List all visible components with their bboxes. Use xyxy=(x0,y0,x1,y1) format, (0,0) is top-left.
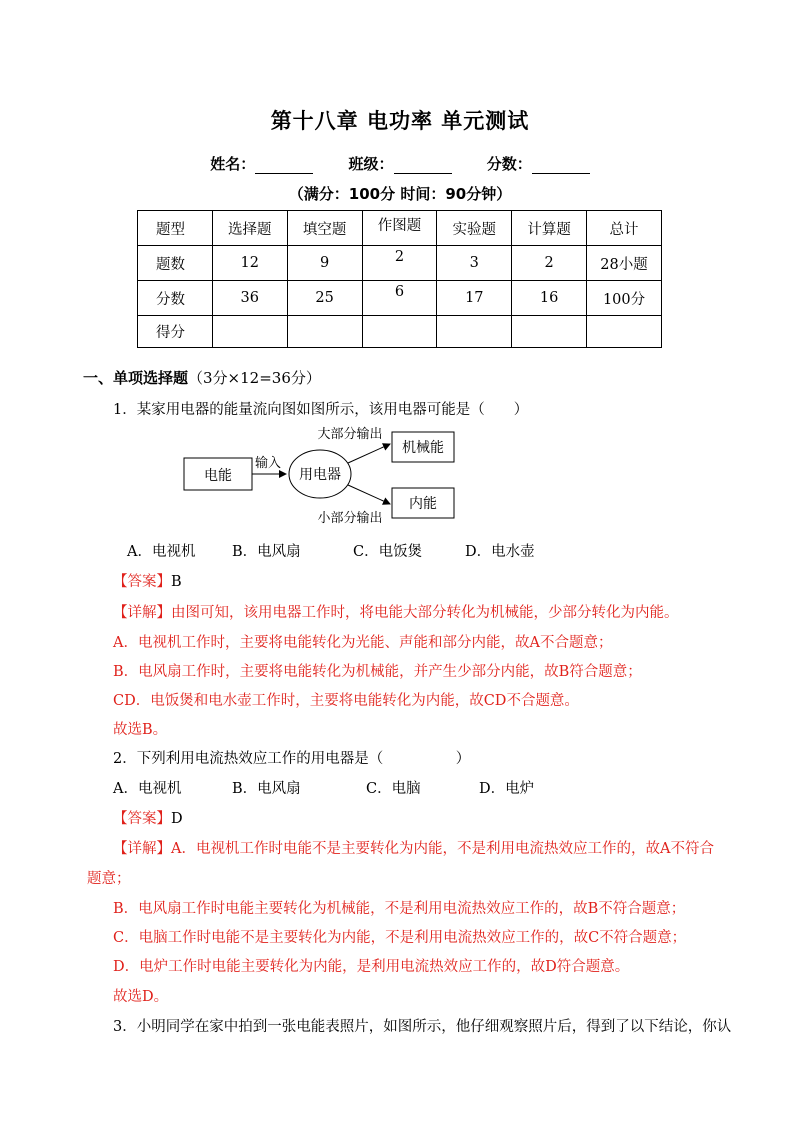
answer-tag: 【答案】 xyxy=(113,811,171,827)
table-cell: 12 xyxy=(212,246,287,281)
student-info-line xyxy=(0,153,800,174)
table-cell: 得分 xyxy=(138,316,213,348)
table-cell xyxy=(362,316,437,348)
q2-option-c: C．电脑 xyxy=(366,781,421,797)
upper-arrow xyxy=(348,444,390,463)
q2-explain-b: B．电风扇工作时电能主要转化为机械能，不是利用电流热效应工作的，故B不符合题意； xyxy=(113,901,686,917)
upper-label: 大部分输出 xyxy=(317,427,383,442)
table-row xyxy=(138,246,662,281)
q1-option-b: B．电风扇 xyxy=(232,544,301,560)
q2-explain-c: C．电脑工作时电能不是主要转化为内能，不是利用电流热效应工作的，故C不符合题意； xyxy=(113,930,687,946)
detail-tag: 【详解】 xyxy=(113,841,171,857)
name-label: 姓名： xyxy=(210,155,256,173)
q1-option-a: A．电视机 xyxy=(127,544,196,560)
q1-explain-a: A．电视机工作时，主要将电能转化为光能、声能和部分内能，故A不合题意； xyxy=(113,635,613,651)
q1-explain-cd: CD．电饭煲和电水壶工作时，主要将电能转化为内能，故CD不合题意。 xyxy=(113,693,579,709)
detail-text: 由图可知，该用电器工作时，将电能大部分转化为机械能，少部分转化为内能。 xyxy=(171,605,679,621)
table-cell: 总计 xyxy=(587,211,662,246)
q1-answer xyxy=(113,570,182,591)
table-cell: 作图题 xyxy=(362,211,437,246)
table-cell: 填空题 xyxy=(287,211,362,246)
table-cell: 25 xyxy=(287,281,362,316)
table-row xyxy=(138,281,662,316)
table-cell: 选择题 xyxy=(212,211,287,246)
table-cell: 28小题 xyxy=(587,246,662,281)
table-cell: 100分 xyxy=(587,281,662,316)
table-cell: 2 xyxy=(512,246,587,281)
mechanical-label: 机械能 xyxy=(402,440,444,456)
table-row xyxy=(138,211,662,246)
internal-label: 内能 xyxy=(409,496,437,512)
q2-conclusion: 故选D。 xyxy=(113,989,169,1005)
input-box-label: 电能 xyxy=(204,468,232,484)
q1-option-c: C．电饭煲 xyxy=(353,544,423,560)
score-label: 分数： xyxy=(486,155,532,173)
table-cell: 题数 xyxy=(138,246,213,281)
table-cell: 题型 xyxy=(138,211,213,246)
detail-tag: 【详解】 xyxy=(113,605,171,621)
page-title: 第十八章 电功率 单元测试 xyxy=(270,109,530,133)
q2-option-d: D．电炉 xyxy=(479,781,535,797)
q2-option-b: B．电风扇 xyxy=(232,781,301,797)
q1-detail xyxy=(113,601,679,622)
score-blank xyxy=(532,157,590,174)
q3-stem: 3．小明同学在家中拍到一张电能表照片，如图所示，他仔细观察照片后，得到了以下结论，你认 xyxy=(113,1019,732,1035)
q2-explain-d: D．电炉工作时电能主要转化为内能，是利用电流热效应工作的，故D符合题意。 xyxy=(113,959,630,975)
table-cell: 36 xyxy=(212,281,287,316)
class-label: 班级： xyxy=(348,155,394,173)
table-cell: 17 xyxy=(437,281,512,316)
q1-explain-b: B．电风扇工作时，主要将电能转化为机械能，并产生少部分内能，故B符合题意； xyxy=(113,664,642,680)
table-cell xyxy=(587,316,662,348)
q2-answer xyxy=(113,807,183,828)
q2-option-a: A．电视机 xyxy=(113,781,182,797)
q2-detail xyxy=(113,837,714,858)
q2-stem: 2．下列利用电流热效应工作的用电器是（ ） xyxy=(113,751,471,767)
table-cell xyxy=(287,316,362,348)
q1-conclusion: 故选B。 xyxy=(113,722,168,738)
name-blank xyxy=(255,157,313,174)
input-label: 输入 xyxy=(254,456,282,471)
table-cell: 6 xyxy=(362,281,437,316)
table-row xyxy=(138,316,662,348)
section-heading xyxy=(83,367,321,388)
q1-option-d: D．电水壶 xyxy=(465,544,535,560)
table-cell: 实验题 xyxy=(437,211,512,246)
lower-label: 小部分输出 xyxy=(317,511,383,526)
detail-text: A．电视机工作时电能不是主要转化为内能，不是利用电流热效应工作的，故A不符合 xyxy=(171,841,714,857)
section-note: （3分×12=36分） xyxy=(188,369,321,387)
q1-stem: 1．某家用电器的能量流向图如图所示，该用电器可能是（ ） xyxy=(113,402,529,418)
lower-arrow xyxy=(348,485,390,504)
score-table xyxy=(137,210,662,348)
q2-detail-cont: 题意； xyxy=(87,871,131,887)
table-cell: 分数 xyxy=(138,281,213,316)
table-cell: 9 xyxy=(287,246,362,281)
table-cell xyxy=(212,316,287,348)
table-cell: 3 xyxy=(437,246,512,281)
table-cell: 2 xyxy=(362,246,437,281)
table-cell: 16 xyxy=(512,281,587,316)
energy-flow-diagram xyxy=(180,425,480,530)
section-title: 一、单项选择题 xyxy=(83,369,189,387)
table-cell: 计算题 xyxy=(512,211,587,246)
class-blank xyxy=(394,157,452,174)
table-cell xyxy=(437,316,512,348)
table-cell xyxy=(512,316,587,348)
answer-value: D xyxy=(171,811,183,827)
answer-tag: 【答案】 xyxy=(113,574,171,590)
answer-value: B xyxy=(171,574,182,590)
appliance-label: 用电器 xyxy=(299,467,341,483)
exam-subtitle: （满分：100分 时间：90分钟） xyxy=(288,185,512,203)
